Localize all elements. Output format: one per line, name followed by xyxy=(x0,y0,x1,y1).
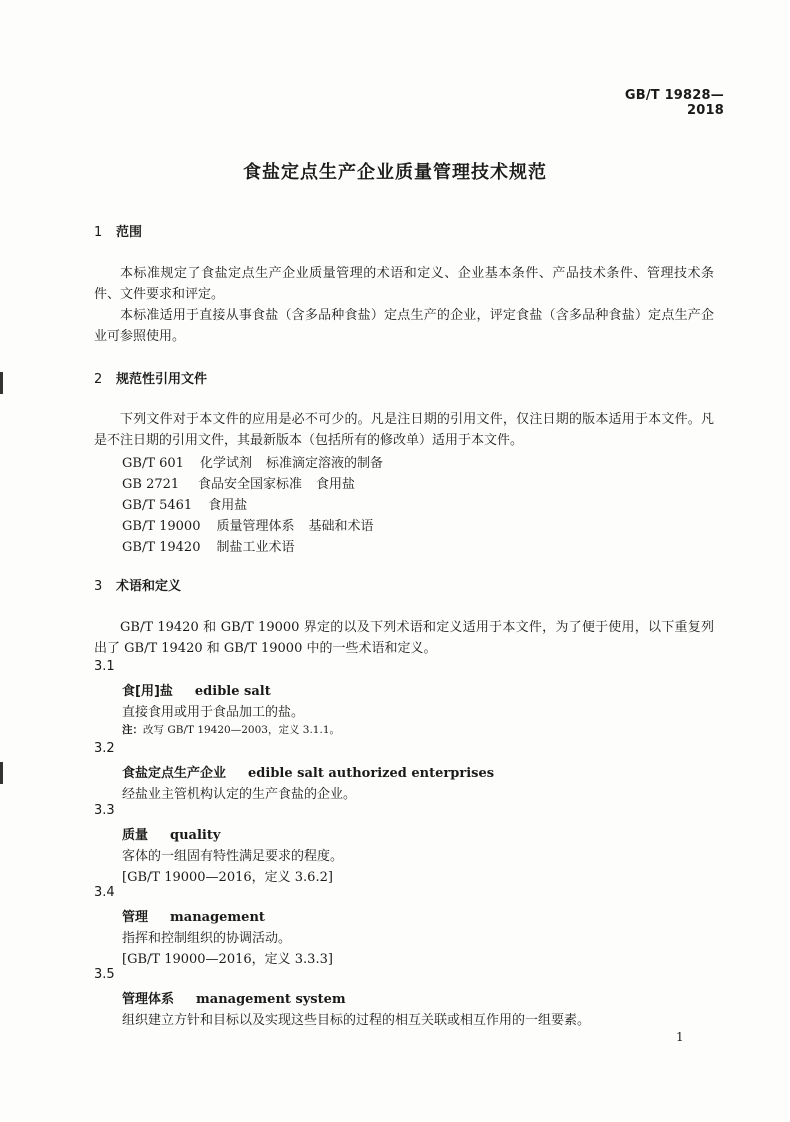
term-definition: 组织建立方针和目标以及实现这些目标的过程的相互关联或相互作用的一组要素。 xyxy=(122,1013,591,1028)
reference-title: 食用盐 xyxy=(208,498,248,513)
reference-item xyxy=(122,473,355,492)
reference-title: 化学试剂 xyxy=(199,456,252,471)
paragraph: 下列文件对于本文件的应用是必不可少的。凡是注日期的引用文件，仅注日期的版本适用于本文件。凡是不注日期的引用文件，其最新版本（包括所有的修改单）适用于本文件。 xyxy=(94,412,714,448)
term-chinese: 管理体系 xyxy=(122,992,175,1007)
reference-subtitle: 标准滴定溶液的制备 xyxy=(265,456,383,471)
note-label: 注： xyxy=(122,724,143,736)
reference-code: GB/T 601 xyxy=(122,456,184,471)
term-chinese: 管理 xyxy=(122,910,149,925)
term-definition: 经盐业主管机构认定的生产食盐的企业。 xyxy=(122,787,357,802)
term-number: 3.5 xyxy=(94,967,115,982)
section-title: 范围 xyxy=(116,225,143,240)
document-title: 食盐定点生产企业质量管理技术规范 xyxy=(243,162,547,183)
scan-edge-mark xyxy=(0,762,3,784)
term-number: 3.4 xyxy=(94,885,115,900)
term-english: edible salt xyxy=(194,684,271,699)
standard-number: GB/T 19828—2018 xyxy=(624,88,724,118)
paragraph: GB/T 19420 和 GB/T 19000 界定的以及下列术语和定义适用于本文件，为了便于使用，以下重复列出了 GB/T 19420 和 GB/T 19000 中的一些术语和定义。 xyxy=(94,620,714,656)
section-2-heading xyxy=(94,368,207,387)
reference-title: 食品安全国家标准 xyxy=(198,477,303,492)
term-english: edible salt authorized enterprises xyxy=(248,766,495,781)
paragraph: 本标准适用于直接从事食盐（含多品种食盐）定点生产的企业，评定食盐（含多品种食盐）定点生产企业可参照使用。 xyxy=(94,308,714,344)
term-note xyxy=(122,722,340,737)
term-heading xyxy=(122,680,271,699)
reference-code: GB/T 5461 xyxy=(122,498,193,513)
term-definition: 客体的一组固有特性满足要求的程度。 xyxy=(122,849,344,864)
section-title: 术语和定义 xyxy=(116,579,182,594)
page-number: 1 xyxy=(676,1030,684,1044)
term-definition: 直接食用或用于食品加工的盐。 xyxy=(122,705,305,720)
reference-code: GB 2721 xyxy=(122,477,180,492)
term-chinese: 食盐定点生产企业 xyxy=(122,766,227,781)
section-number: 2 xyxy=(94,372,103,387)
term-number: 3.2 xyxy=(94,741,115,756)
term-chinese: 食[用]盐 xyxy=(122,684,173,699)
term-source: [GB/T 19000—2016，定义 3.6.2] xyxy=(122,870,333,885)
term-heading xyxy=(122,906,265,925)
section-3-heading xyxy=(94,575,181,594)
scan-edge-mark xyxy=(0,372,3,394)
term-definition: 指挥和控制组织的协调活动。 xyxy=(122,931,292,946)
term-english: quality xyxy=(170,828,221,843)
reference-item xyxy=(122,536,309,555)
reference-code: GB/T 19420 xyxy=(122,540,201,555)
note-text: 改写 GB/T 19420—2003，定义 3.1.1。 xyxy=(143,724,340,736)
term-heading xyxy=(122,762,494,781)
reference-title: 制盐工业术语 xyxy=(216,540,295,555)
reference-item xyxy=(122,452,383,471)
term-heading xyxy=(122,824,220,843)
reference-subtitle: 食用盐 xyxy=(316,477,356,492)
section-1-heading xyxy=(94,221,142,240)
reference-subtitle: 基础和术语 xyxy=(308,519,374,534)
reference-title: 质量管理体系 xyxy=(216,519,295,534)
section-title: 规范性引用文件 xyxy=(116,372,208,387)
term-number: 3.3 xyxy=(94,803,115,818)
section-number: 3 xyxy=(94,579,103,594)
reference-item xyxy=(122,515,374,534)
reference-item xyxy=(122,494,261,513)
term-heading xyxy=(122,988,346,1007)
term-number: 3.1 xyxy=(94,659,115,674)
term-source: [GB/T 19000—2016，定义 3.3.3] xyxy=(122,952,333,967)
section-number: 1 xyxy=(94,225,103,240)
term-english: management xyxy=(170,910,265,925)
reference-code: GB/T 19000 xyxy=(122,519,201,534)
paragraph: 本标准规定了食盐定点生产企业质量管理的术语和定义、企业基本条件、产品技术条件、管理技术条件、文件要求和评定。 xyxy=(94,266,714,302)
term-english: management system xyxy=(196,992,346,1007)
term-chinese: 质量 xyxy=(122,828,149,843)
